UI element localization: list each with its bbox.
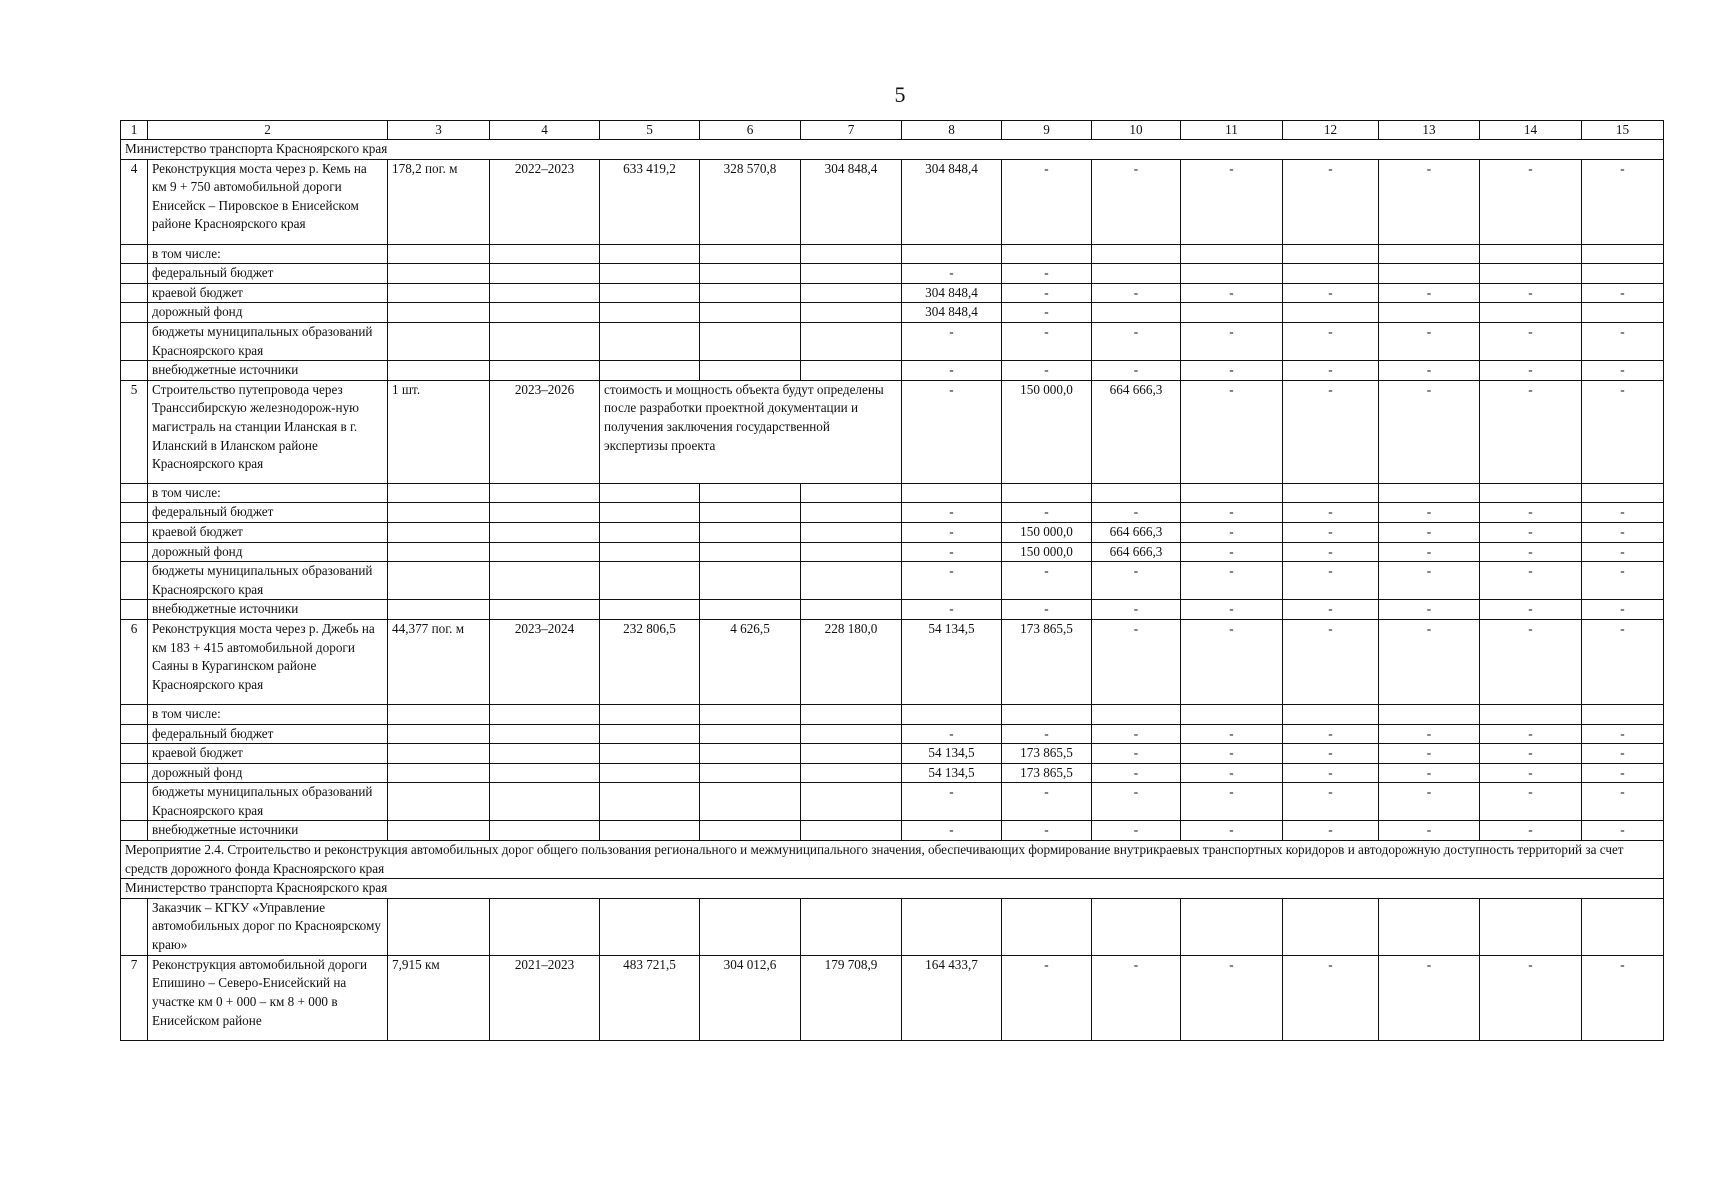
- row-label: дорожный фонд: [148, 763, 388, 783]
- col-header: 15: [1582, 121, 1664, 140]
- row-label: бюджеты муниципальных образований Красноярского края: [148, 322, 388, 360]
- section-ministry: Министерство транспорта Красноярского края: [121, 879, 1664, 899]
- col-header: 1: [121, 121, 148, 140]
- row-label: бюджеты муниципальных образований Красноярского края: [148, 562, 388, 600]
- col-header: 6: [700, 121, 801, 140]
- table-row: внебюджетные источники - - - - - - - -: [121, 361, 1664, 381]
- table-row: федеральный бюджет - - - - - - - -: [121, 503, 1664, 523]
- table-row: [121, 483, 1664, 503]
- col-header: 12: [1283, 121, 1379, 140]
- cell-14: -: [1480, 159, 1582, 244]
- column-number-row: [121, 121, 1664, 140]
- period: 2021–2023: [490, 955, 600, 1040]
- section-row: [121, 879, 1664, 899]
- row-label: дорожный фонд: [148, 542, 388, 562]
- row-label: в том числе:: [148, 704, 388, 724]
- cell-11: -: [1181, 159, 1283, 244]
- row-label: внебюджетные источники: [148, 600, 388, 620]
- table-row: краевой бюджет 54 134,5 173 865,5 - - - - - -: [121, 744, 1664, 764]
- table-row: 7 Реконструкция автомобильной дороги Епишино – Северо-Енисейский на участке км 0 + 000 – км 8 + 000 в Енисейском районе 7,915 км 2021–2023 483 721,5 304 012,6 179 708,9 164 433,7 - - - - - - -: [121, 955, 1664, 1040]
- table-row: дорожный фонд - 150 000,0 664 666,3 - - - - -: [121, 542, 1664, 562]
- cost-note: стоимость и мощность объекта будут определены после разработки проектной документации и получения заключения государственной экспертизы проекта: [600, 380, 902, 483]
- table-row: 6 Реконструкция моста через р. Джебь на км 183 + 415 автомобильной дороги Саяны в Курагинском районе Красноярского края 44,377 пог. м 2023–2024 232 806,5 4 626,5 228 180,0 54 134,5 173 865,5 - - - - - -: [121, 619, 1664, 704]
- table-row: 5 Строительство путепровода через Транссибирскую железнодорож-ную магистраль на станции Иланская в г. Иланский в Иланском районе Красноярского края 1 шт. 2023–2026 стоимость и мощность объекта будут определены после разработки проектной документации и получения заключения государственной экспертизы проекта - 150 000,0 664 666,3 - - - - -: [121, 380, 1664, 483]
- row-label: федеральный бюджет: [148, 724, 388, 744]
- cell-7: 304 848,4: [801, 159, 902, 244]
- table-row: дорожный фонд 304 848,4 -: [121, 303, 1664, 323]
- table-row: внебюджетные источники - - - - - - - -: [121, 821, 1664, 841]
- row-label: краевой бюджет: [148, 283, 388, 303]
- row-label: краевой бюджет: [148, 744, 388, 764]
- row-label: в том числе:: [148, 244, 388, 264]
- period: 2023–2024: [490, 619, 600, 704]
- cell-6: 328 570,8: [700, 159, 801, 244]
- col-header: 9: [1002, 121, 1092, 140]
- row-label: внебюджетные источники: [148, 361, 388, 381]
- capacity: 7,915 км: [388, 955, 490, 1040]
- col-header: 4: [490, 121, 600, 140]
- row-label: внебюджетные источники: [148, 821, 388, 841]
- table-row: [121, 244, 1664, 264]
- section-measure: Мероприятие 2.4. Строительство и реконструкция автомобильных дорог общего пользования регионального и межмуниципального значения, обеспечивающих формирование внутрикраевых транспортных коридоров и автодорожную доступность территорий за счет средств дорожного фонда Красноярского края: [121, 841, 1664, 879]
- object-number: 7: [121, 955, 148, 1040]
- capacity: 178,2 пог. м: [388, 159, 490, 244]
- page-number: 5: [894, 82, 906, 107]
- table-row: федеральный бюджет - -: [121, 264, 1664, 284]
- table-row: [121, 704, 1664, 724]
- table-row: краевой бюджет 304 848,4 - - - - - - -: [121, 283, 1664, 303]
- col-header: 8: [902, 121, 1002, 140]
- table-row: бюджеты муниципальных образований Красноярского края - - - - - - - -: [121, 783, 1664, 821]
- period: 2022–2023: [490, 159, 600, 244]
- capacity: 44,377 пог. м: [388, 619, 490, 704]
- row-label: федеральный бюджет: [148, 264, 388, 284]
- object-number: 4: [121, 159, 148, 244]
- col-header: 7: [801, 121, 902, 140]
- cell-13: -: [1379, 159, 1480, 244]
- section-row: [121, 140, 1664, 160]
- row-label: федеральный бюджет: [148, 503, 388, 523]
- object-number: 6: [121, 619, 148, 704]
- cell-9: -: [1002, 159, 1092, 244]
- col-header: 3: [388, 121, 490, 140]
- row-label: краевой бюджет: [148, 522, 388, 542]
- cell-10: -: [1092, 159, 1181, 244]
- object-name: Реконструкция моста через р. Кемь на км 9 + 750 автомобильной дороги Енисейск – Пировское в Енисейском районе Красноярского края: [148, 159, 388, 244]
- budget-table: [120, 120, 1664, 1041]
- table-row: [121, 898, 1664, 955]
- cell-5: 633 419,2: [600, 159, 700, 244]
- object-name: Реконструкция автомобильной дороги Епишино – Северо-Енисейский на участке км 0 + 000 – км 8 + 000 в Енисейском районе: [148, 955, 388, 1040]
- col-header: 13: [1379, 121, 1480, 140]
- table-row: бюджеты муниципальных образований Красноярского края - - - - - - - -: [121, 322, 1664, 360]
- col-header: 5: [600, 121, 700, 140]
- object-name: Реконструкция моста через р. Джебь на км 183 + 415 автомобильной дороги Саяны в Курагинском районе Красноярского края: [148, 619, 388, 704]
- table-row: дорожный фонд 54 134,5 173 865,5 - - - - - -: [121, 763, 1664, 783]
- col-header: 10: [1092, 121, 1181, 140]
- table-row: бюджеты муниципальных образований Красноярского края - - - - - - - -: [121, 562, 1664, 600]
- col-header: 11: [1181, 121, 1283, 140]
- capacity: 1 шт.: [388, 380, 490, 483]
- col-header: 2: [148, 121, 388, 140]
- row-label: в том числе:: [148, 483, 388, 503]
- customer-label: Заказчик – КГКУ «Управление автомобильных дорог по Красноярскому краю»: [148, 898, 388, 955]
- period: 2023–2026: [490, 380, 600, 483]
- table-row: [121, 159, 1664, 244]
- col-header: 14: [1480, 121, 1582, 140]
- object-number: 5: [121, 380, 148, 483]
- table-row: внебюджетные источники - - - - - - - -: [121, 600, 1664, 620]
- cell-15: -: [1582, 159, 1664, 244]
- table-row: федеральный бюджет - - - - - - - -: [121, 724, 1664, 744]
- cell-8: 304 848,4: [902, 159, 1002, 244]
- object-name: Строительство путепровода через Транссибирскую железнодорож-ную магистраль на станции Иланская в г. Иланский в Иланском районе Красноярского края: [148, 380, 388, 483]
- section-row: [121, 841, 1664, 879]
- cell-12: -: [1283, 159, 1379, 244]
- row-label: бюджеты муниципальных образований Красноярского края: [148, 783, 388, 821]
- section-ministry: Министерство транспорта Красноярского края: [121, 140, 1664, 160]
- row-label: дорожный фонд: [148, 303, 388, 323]
- table-row: краевой бюджет - 150 000,0 664 666,3 - - - - -: [121, 522, 1664, 542]
